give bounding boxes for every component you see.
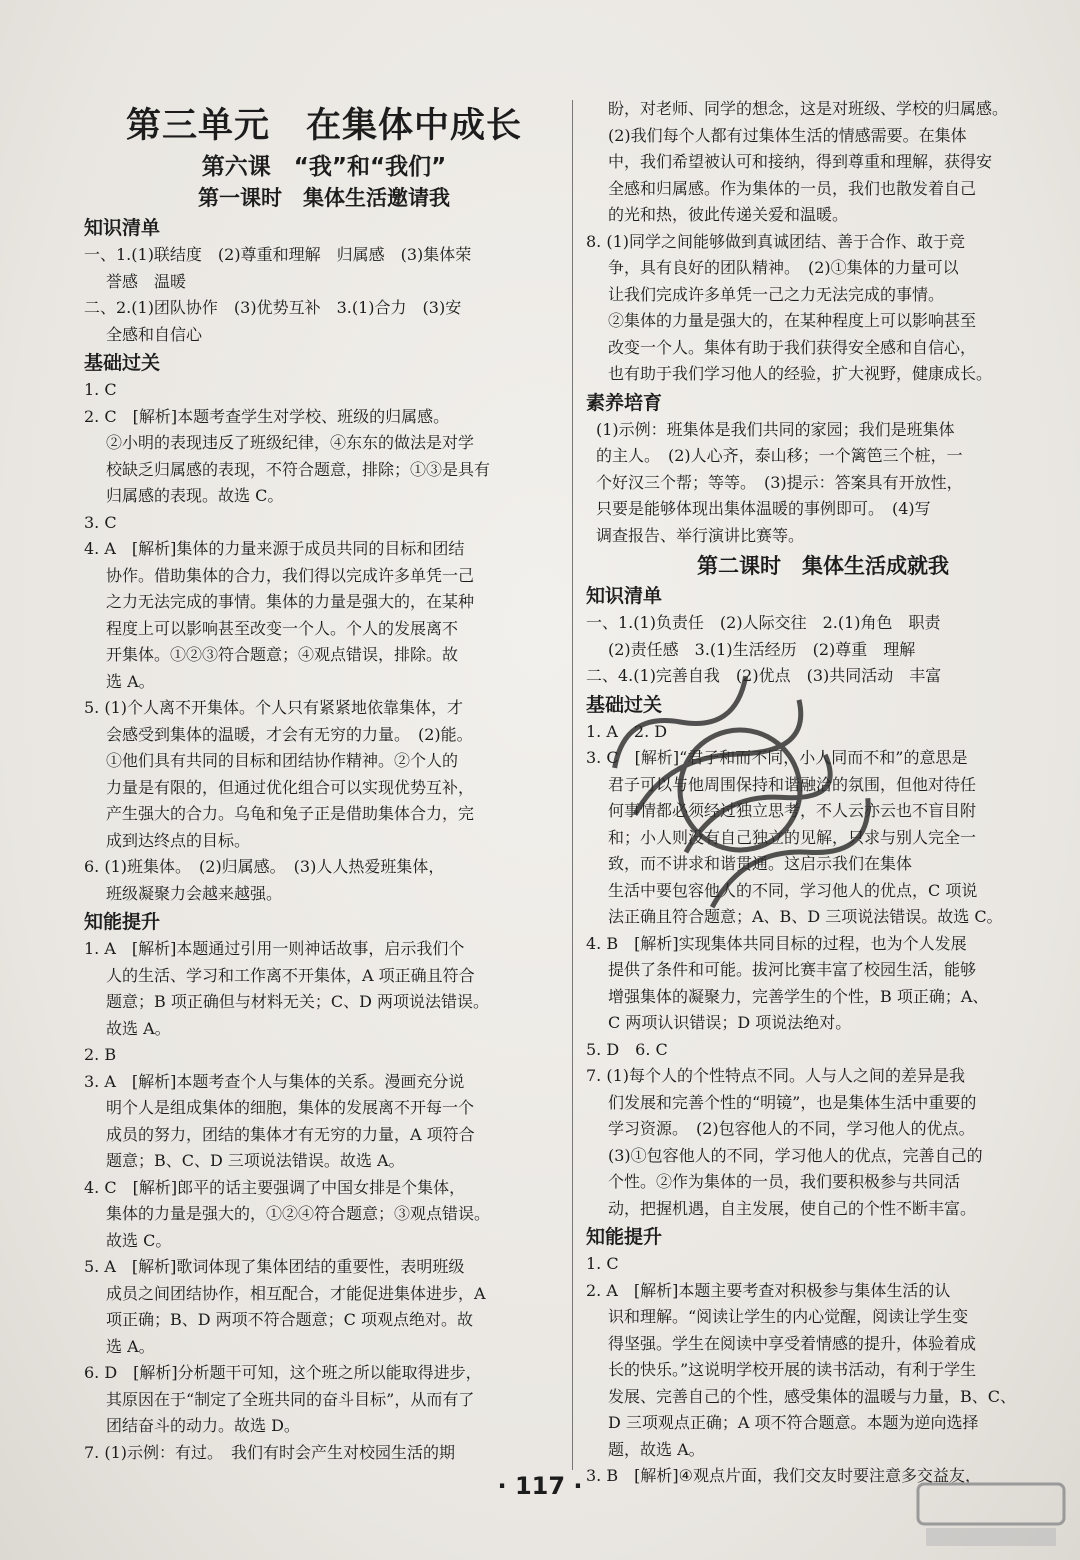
answer-line: (2)我们每个人都有过集体生活的情感需要。在集体 (608, 125, 967, 145)
answer-line: 会感受到集体的温暖，才会有无穷的力量。 (2)能。 (106, 724, 473, 744)
section-heading: 基础过关 (84, 352, 161, 374)
answer-line: 中，我们希望被认可和接纳，得到尊重和理解，获得安 (608, 152, 993, 171)
answer-line: 归属感的表现。故选 C。 (106, 486, 284, 505)
answer-line: 也有助于我们学习他人的经验，扩大视野，健康成长。 (608, 364, 993, 383)
answer-line: 个性。②作为集体的一员，我们要积极参与共同活 (608, 1172, 961, 1191)
answer-line: 成到达终点的目标。 (106, 830, 251, 850)
answer-line: 一、1.(1)联结度 (2)尊重和理解 归属感 (3)集体荣 (84, 245, 472, 264)
answer-line: 7. (1)每个人的个性特点不同。人与人之间的差异是我 (586, 1066, 966, 1085)
answer-line: 4. C [解析]郎平的话主要强调了中国女排是个集体， (84, 1177, 466, 1197)
page-number: · 117 · (497, 1472, 583, 1500)
answer-line: 3. C (84, 512, 117, 532)
answer-line: 个好汉三个帮；等等。 (3)提示：答案具有开放性， (596, 472, 963, 492)
answer-line: 2. B (84, 1045, 117, 1064)
answer-line: 提供了条件和可能。拔河比赛丰富了校园生活，能够 (608, 960, 977, 979)
answer-line: 班级凝聚力会越来越强。 (106, 883, 283, 903)
answer-line: 让我们完成许多单凭一己之力无法完成的事情。 (608, 284, 945, 304)
answer-line: 誉感 温暖 (106, 271, 187, 291)
answer-line: 学习资源。 (2)包容他人的不同，学习他人的优点。 (608, 1119, 975, 1138)
answer-line: 题意；B 项正确但与材料无关；C、D 两项说法错误。 (106, 992, 490, 1011)
section-heading: 知能提升 (84, 911, 161, 933)
answer-line: 3. A [解析]本题考查个人与集体的关系。漫画充分说 (84, 1071, 465, 1091)
answer-line: 协作。借助集体的合力，我们得以完成许多单凭一己 (106, 565, 475, 585)
section-heading: 素养培育 (586, 391, 663, 414)
answer-line: 得坚强。学生在阅读中享受着情感的提升，体验着成 (608, 1333, 977, 1353)
answer-line: 的光和热，彼此传递关爱和温暖。 (608, 205, 849, 224)
answer-line: 何事情都必须经过独立思考，不人云亦云也不盲目附 (608, 801, 977, 820)
answer-line: 争，具有良好的团队精神。 (2)①集体的力量可以 (608, 258, 959, 277)
answer-line: 调查报告、举行演讲比赛等。 (596, 525, 805, 545)
answer-line: 项正确；B、D 两项不符合题意；C 项观点绝对。故 (106, 1310, 474, 1329)
answer-line: 致，而不讲求和谐贯通。这启示我们在集体 (608, 854, 913, 873)
answer-line: 只要是能够体现出集体温暖的事例即可。 (4)写 (596, 499, 931, 518)
watermark-logo (916, 1480, 1066, 1550)
answer-line: ②集体的力量是强大的，在某种程度上可以影响甚至 (608, 311, 977, 330)
answer-line: (1)示例：班集体是我们共同的家园；我们是班集体 (596, 419, 955, 439)
answer-line: 全感和自信心 (106, 324, 203, 344)
answer-line: 改变一个人。集体有助于我们获得安全感和自信心， (608, 337, 977, 357)
period-title: 第一课时 集体生活邀请我 (198, 186, 450, 210)
section-heading: 知识清单 (84, 217, 161, 239)
answer-line: 校缺乏归属感的表现，不符合题意，排除；①③是具有 (106, 459, 491, 479)
answer-line: 选 A。 (106, 671, 155, 691)
answer-line: 1. C (84, 380, 117, 399)
answer-line: 发展、完善自己的个性，感受集体的温暖与力量，B、C、 (608, 1386, 1017, 1406)
answer-line: 产生强大的合力。乌龟和兔子正是借助集体合力，完 (106, 804, 475, 823)
answer-line: ①他们具有共同的目标和团结协作精神。②个人的 (106, 751, 459, 770)
answer-line: 4. A [解析]集体的力量来源于成员共同的目标和团结 (84, 539, 465, 558)
answer-line: 1. A [解析]本题通过引用一则神话故事，启示我们个 (84, 939, 465, 958)
answer-line: 其原因在于“制定了全班共同的奋斗目标”，从而有了 (106, 1389, 475, 1409)
lesson-title: 第六课 “我”和“我们” (201, 154, 447, 180)
answer-line: 8. (1)同学之间能够做到真诚团结、善于合作、敢于竞 (586, 231, 966, 251)
answer-line: 故选 A。 (106, 1018, 171, 1038)
answer-line: 程度上可以影响甚至改变一个人。个人的发展离不 (106, 618, 459, 638)
answer-line: 之力无法完成的事情。集体的力量是强大的，在某种 (106, 592, 475, 611)
answer-line: D 三项观点正确；A 项不符合题意。本题为逆向选择 (608, 1413, 979, 1432)
answer-line: ②小明的表现违反了班级纪律，④东东的做法是对学 (106, 433, 475, 452)
unit-title: 第三单元 在集体中成长 (125, 106, 522, 146)
answer-line: 二、2.(1)团队协作 (3)优势互补 3.(1)合力 (3)安 (84, 298, 462, 317)
answer-line: 5. (1)个人离不开集体。个人只有紧紧地依靠集体，才 (84, 698, 464, 717)
answer-line: 2. C [解析]本题考查学生对学校、班级的归属感。 (84, 406, 450, 426)
answer-line: 2. A [解析]本题主要考查对积极参与集体生活的认 (586, 1280, 951, 1300)
section-heading: 知识清单 (586, 585, 663, 607)
left-answers (84, 215, 564, 1466)
period-title: 第二课时 集体生活成就我 (697, 554, 949, 578)
answer-line: 法正确且符合题意；A、B、D 三项说法错误。故选 C。 (608, 907, 1003, 926)
answer-line: (3)①包容他人的不同，学习他人的优点，完善自己的 (608, 1145, 983, 1165)
answer-line: 5. D 6. C (586, 1039, 668, 1059)
answer-line: 君子可以与他周围保持和谐融洽的氛围，但他对待任 (608, 774, 977, 794)
answer-line: 3. B [解析]④观点片面，我们交友时要注意多交益友， (586, 1466, 981, 1485)
answer-line: 明个人是组成集体的细胞，集体的发展离不开每一个 (106, 1098, 475, 1117)
answer-line: 集体的力量是强大的，①②④符合题意；③观点错误。 (106, 1204, 491, 1223)
answer-line: 们发展和完善个性的“明镜”，也是集体生活中重要的 (608, 1092, 977, 1112)
answer-line: 人的生活、学习和工作离不开集体，A 项正确且符合 (106, 965, 475, 985)
answer-line: 成员的努力，团结的集体才有无穷的力量，A 项符合 (106, 1124, 475, 1144)
answer-line: 力量是有限的，但通过优化组合可以实现优势互补， (106, 777, 475, 797)
answer-line: 和；小人则没有自己独立的见解，只求与别人完全一 (608, 827, 977, 847)
answer-line: 二、4.(1)完善自我 (2)优点 (3)共同活动 丰富 (586, 666, 942, 685)
left-column (84, 92, 564, 1466)
answer-line: 题，故选 A。 (608, 1439, 705, 1459)
answer-line: 1. A 2. D (586, 721, 668, 741)
column-divider (572, 100, 573, 1470)
answer-line: 6. (1)班集体。 (2)归属感。 (3)人人热爱班集体， (84, 857, 445, 876)
answer-line: 的主人。 (2)人心齐，泰山移；一个篱笆三个桩，一 (596, 446, 963, 465)
answer-line: 识和理解。“阅读让学生的内心觉醒，阅读让学生变 (608, 1307, 969, 1326)
section-heading: 知能提升 (586, 1226, 663, 1248)
answer-line: 全感和归属感。作为集体的一员，我们也散发着自己 (608, 178, 977, 198)
answer-line: 6. D [解析]分析题干可知，这个班之所以能取得进步， (84, 1363, 482, 1382)
answer-line: 题意；B、C、D 三项说法错误。故选 A。 (106, 1151, 405, 1170)
answer-line: 选 A。 (106, 1336, 155, 1356)
answer-line: 动，把握机遇，自主发展，使自己的个性不断丰富。 (608, 1198, 977, 1218)
answer-line: (2)责任感 3.(1)生活经历 (2)尊重 理解 (608, 639, 916, 659)
answer-line: 长的快乐。”这说明学校开展的读书活动，有利于学生 (608, 1360, 977, 1379)
answer-line: C 两项认识错误；D 项说法绝对。 (608, 1013, 852, 1032)
answer-line: 盼，对老师、同学的想念，这是对班级、学校的归属感。 (608, 99, 1009, 118)
answer-line: 4. B [解析]实现集体共同目标的过程，也为个人发展 (586, 933, 967, 953)
answer-line: 3. C [解析]“君子和而不同，小人同而不和”的意思是 (586, 748, 968, 767)
answer-line: 生活中要包容他人的不同，学习他人的优点，C 项说 (608, 880, 978, 900)
answer-line: 一、1.(1)负责任 (2)人际交往 2.(1)角色 职责 (586, 613, 941, 632)
right-answers (586, 96, 1060, 1490)
answer-line: 5. A [解析]歌词体现了集体团结的重要性，表明班级 (84, 1257, 465, 1276)
answer-line: 增强集体的凝聚力，完善学生的个性，B 项正确；A、 (608, 986, 989, 1006)
answer-line: 开集体。①②③符合题意；④观点错误，排除。故 (106, 645, 459, 664)
right-column (586, 96, 1060, 1490)
answer-line: 7. (1)示例：有过。 我们有时会产生对校园生活的期 (84, 1442, 456, 1462)
answer-line: 团结奋斗的动力。故选 D。 (106, 1416, 300, 1435)
answer-line: 故选 C。 (106, 1230, 172, 1250)
section-heading: 基础过关 (586, 693, 663, 716)
answer-line: 成员之间团结协作，相互配合，才能促进集体进步，A (106, 1283, 486, 1303)
answer-line: 1. C (586, 1254, 619, 1273)
